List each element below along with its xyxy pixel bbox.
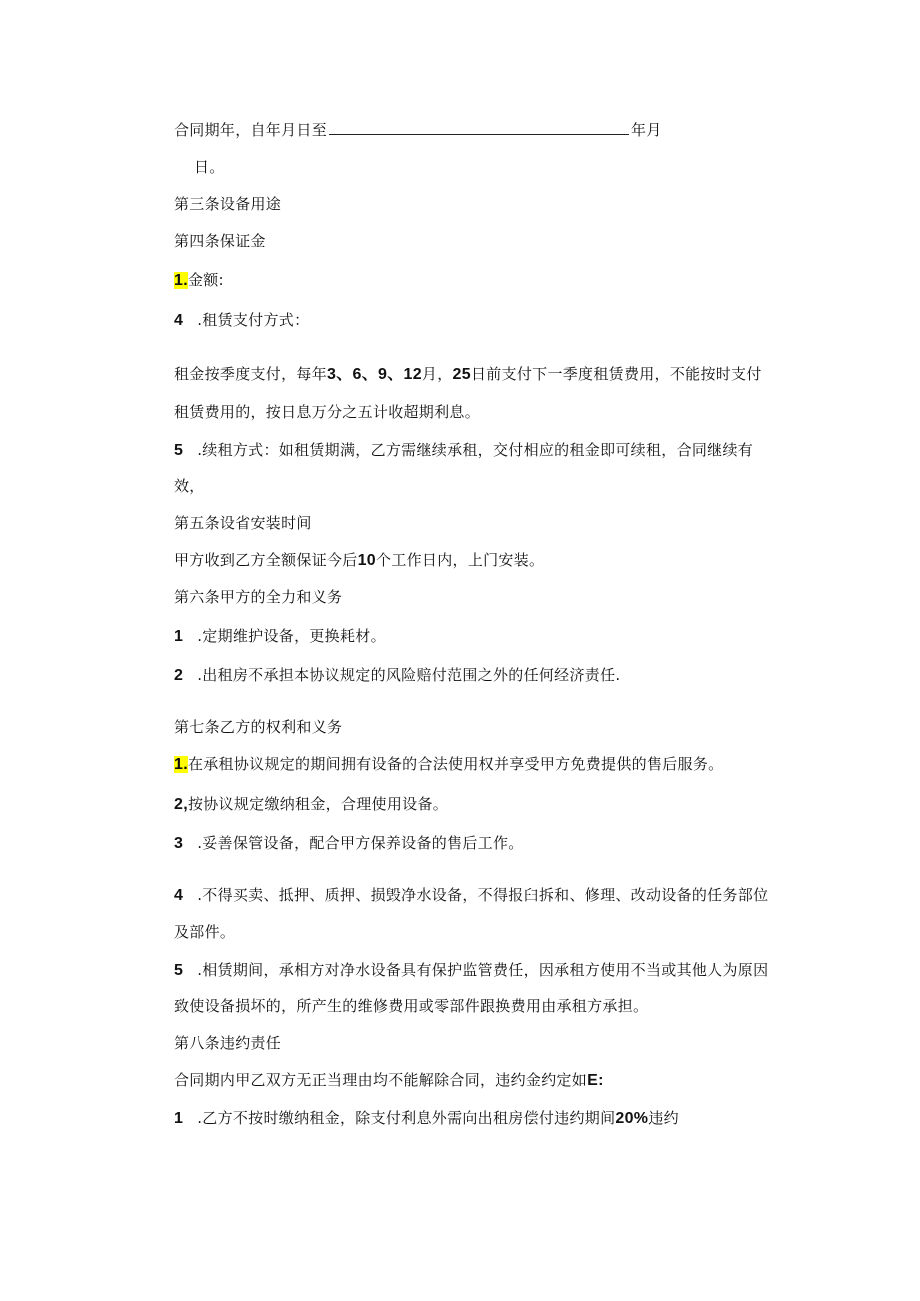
item-number: 1 xyxy=(174,628,184,645)
renewal-continuation: 效， xyxy=(174,477,205,495)
contract-period-text: 合同期年，自年月日至 xyxy=(174,121,328,139)
contract-period-line xyxy=(174,120,662,140)
party-b-item-5-continuation: 致使设备损坏的，所产生的维修费用或零部件跟换费用由承租方承担。 xyxy=(174,997,649,1015)
rent-payment-paragraph xyxy=(174,364,762,385)
item-text: 按协议规定缴纳租金，合理使用设备。 xyxy=(187,795,449,813)
contract-period-suffix: 年月 xyxy=(631,121,662,139)
item-number: 5 xyxy=(174,962,184,979)
party-b-item-1 xyxy=(174,754,723,775)
contract-period-day: 日。 xyxy=(194,158,225,176)
party-b-item-3 xyxy=(174,833,524,854)
article-6-heading: 第六条甲方的全力和义务 xyxy=(174,588,343,606)
article-3-heading: 第三条设备用途 xyxy=(174,195,282,213)
paragraph-number: 10 xyxy=(357,552,377,569)
article-7-heading: 第七条乙方的权利和义务 xyxy=(174,718,343,736)
paragraph-text: E: xyxy=(587,1072,604,1089)
rent-payment-continuation: 租赁费用的，按日息万分之五计收超期利息。 xyxy=(174,403,481,421)
party-b-item-4-continuation: 及部件。 xyxy=(174,923,236,941)
paragraph-text: 月， xyxy=(421,365,453,383)
paragraph-text: 合同期内甲乙双方无正当理由均不能解除合同，违约金约定如 xyxy=(174,1071,588,1089)
deposit-amount-item xyxy=(174,270,224,291)
item-text: .出租房不承担本协议规定的风险赔付范围之外的任何经济责任. xyxy=(197,666,621,684)
item-text: .租赁支付方式： xyxy=(197,311,310,329)
paragraph-number: 25 xyxy=(452,366,471,383)
item-number: 2, xyxy=(174,796,188,813)
item-text: 金额: xyxy=(187,271,224,289)
item-text: .续租方式：如租赁期满，乙方需继续承租，交付相应的租金即可续租，合同继续有 xyxy=(197,441,754,459)
item-text: 违约 xyxy=(648,1109,679,1127)
payment-method-item xyxy=(174,310,309,331)
article-4-heading: 第四条保证金 xyxy=(174,232,266,250)
item-number: 1. xyxy=(174,272,188,289)
party-b-item-4 xyxy=(174,885,768,906)
item-number: 5 xyxy=(174,442,184,459)
paragraph-text: 日前支付下一季度租赁费用，不能按时支付 xyxy=(470,365,762,383)
item-number: 2 xyxy=(174,667,184,684)
breach-item-1 xyxy=(174,1108,679,1129)
item-number: 20% xyxy=(615,1110,649,1127)
breach-paragraph xyxy=(174,1070,604,1091)
item-text: .相赁期间，承相方对净水设备具有保护监管费任，因承租方使用不当或其他人为原因 xyxy=(197,961,769,979)
paragraph-text: 租金按季度支付，每年 xyxy=(174,365,328,383)
installation-paragraph xyxy=(174,550,544,571)
paragraph-number: 3、6、9、12 xyxy=(327,366,422,383)
party-a-item-2 xyxy=(174,665,620,686)
party-b-item-5 xyxy=(174,960,768,981)
item-number: 3 xyxy=(174,835,184,852)
renewal-item xyxy=(174,440,753,461)
party-a-item-1 xyxy=(174,626,386,647)
item-number: 4 xyxy=(174,312,184,329)
date-blank-field xyxy=(329,120,629,135)
item-text: .妥善保管设备，配合甲方保养设备的售后工作。 xyxy=(197,834,524,852)
article-8-heading: 第八条违约责任 xyxy=(174,1034,282,1052)
paragraph-text: 甲方收到乙方全额保证今后 xyxy=(174,551,358,569)
paragraph-text: 个工作日内，上门安装。 xyxy=(376,551,545,569)
item-text: .不得买卖、抵押、质押、损毁净水设备，不得报臼拆和、修理、改动设备的任务部位 xyxy=(197,886,769,904)
item-text: 在承租协议规定的期间拥有设备的合法使用权并享受甲方免费提供的售后服务。 xyxy=(187,755,724,773)
item-text: .乙方不按时缴纳租金，除支付利息外需向出租房偿付违约期间 xyxy=(197,1109,616,1127)
article-5-heading: 第五条设省安装时间 xyxy=(174,514,312,532)
party-b-item-2 xyxy=(174,794,448,815)
item-text: .定期维护设备，更换耗材。 xyxy=(197,627,386,645)
item-number: 1. xyxy=(174,756,188,773)
item-number: 4 xyxy=(174,887,184,904)
item-number: 1 xyxy=(174,1110,184,1127)
